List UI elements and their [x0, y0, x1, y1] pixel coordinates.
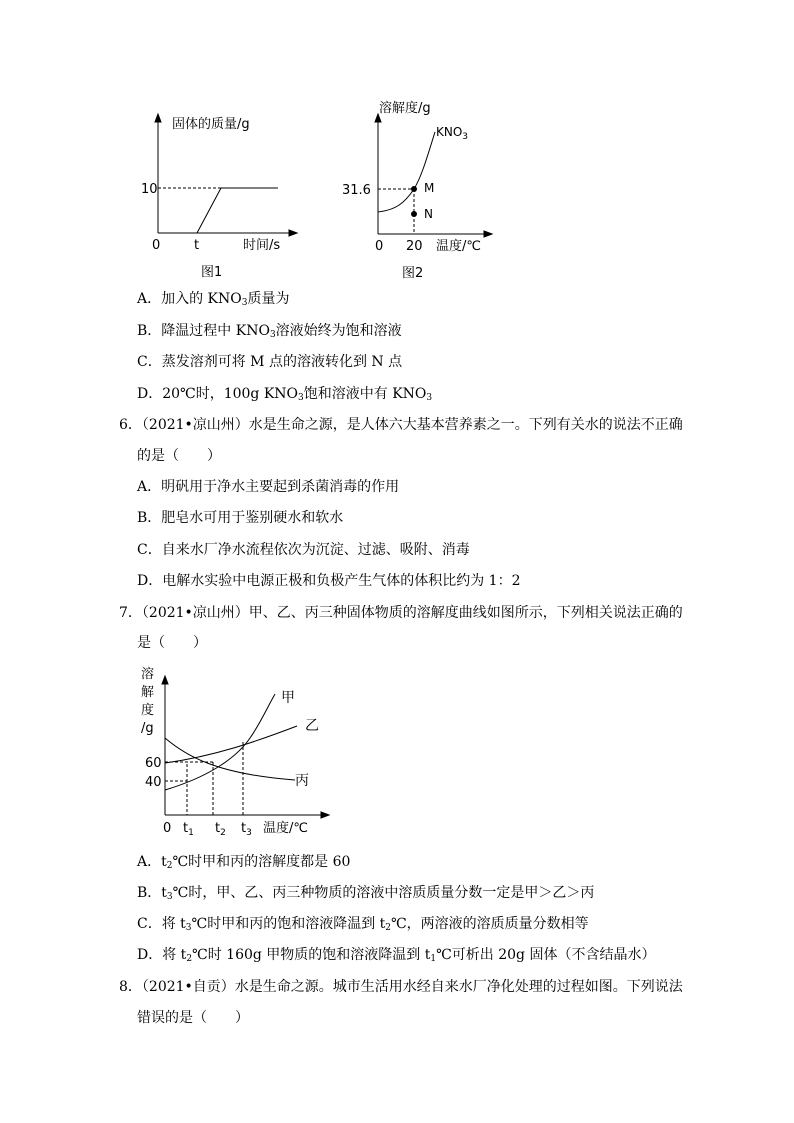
fig1-ylabel: 固体的质量/g — [172, 117, 250, 132]
fig1-x-tick: t — [194, 238, 200, 253]
q5-option-a: A．加入的 $KNO_3$质量为 — [137, 291, 290, 308]
fig1-y-arrow — [155, 114, 161, 122]
q7-solubility-chart — [135, 660, 335, 840]
fig1-xlabel: 时间/s — [243, 238, 281, 253]
q7-stem-line1: 7．（2021•凉山州）甲、乙、丙三种固体物质的溶解度曲线如图所示，下列相关说法正确的 — [119, 605, 683, 621]
fig2-curve-label: KNO3 — [436, 125, 469, 142]
q6-option-d: D．电解水实验中电源正极和负极产生气体的体积比约为 1：2 — [137, 573, 521, 589]
fig2-x-arrow — [484, 231, 492, 237]
q7-y-tick-60: 60 — [145, 756, 162, 771]
q6-option-b: B．肥皂水可用于鉴别硬水和软水 — [137, 510, 344, 526]
q7-x-tick-t3: t3 — [241, 821, 252, 838]
q7-series-bing: 丙 — [295, 773, 309, 789]
fig1-rising-line — [197, 188, 221, 233]
fig2-point-m — [411, 186, 417, 192]
q7-y-tick-40: 40 — [145, 775, 162, 790]
fig1-caption: 图1 — [201, 265, 223, 280]
q7-option-d: D．将 $t_2℃$时 160g 甲物质的饱和溶液降温到 $t_1℃$可析出 20g 固体（不含结晶水） — [137, 947, 656, 964]
q7-option-a: A．$t_2℃$时甲和丙的溶解度都是 60 — [137, 854, 351, 871]
figure-1 — [135, 100, 305, 280]
q6-option-c: C．自来水厂净水流程依次为沉淀、过滤、吸附、消毒 — [137, 542, 470, 558]
fig2-y-tick: 31.6 — [342, 183, 371, 198]
q7-x-tick-t1: t1 — [183, 821, 194, 838]
q7-ylabel-2: 解 — [141, 685, 155, 700]
q5-option-c: C．蒸发溶剂可将 M 点的溶液转化到 N 点 — [137, 354, 403, 370]
fig2-xlabel: 温度/℃ — [436, 239, 481, 254]
q6-stem-line1: 6．（2021•凉山州）水是生命之源，是人体六大基本营养素之一。下列有关水的说法不正确 — [119, 417, 683, 433]
q7-xlabel: 温度/℃ — [263, 821, 308, 836]
q7-ylabel-1: 溶 — [141, 667, 155, 682]
q8-stem-line2: 错误的是（ ） — [137, 1010, 249, 1026]
fig1-x-arrow — [289, 230, 297, 236]
fig1-y-tick: 10 — [141, 182, 158, 197]
q7-curve-yi — [165, 726, 297, 763]
q7-y-arrow — [162, 676, 168, 684]
fig2-n-label: N — [424, 207, 433, 221]
q7-series-yi: 乙 — [305, 718, 319, 734]
q7-ylabel-3: 度 — [141, 703, 155, 718]
fig2-origin: 0 — [375, 239, 384, 254]
q5-option-b: B．降温过程中 $KNO_3$溶液始终为饱和溶液 — [137, 323, 402, 340]
q7-option-b: B．$t_3℃$时，甲、乙、丙三种物质的溶液中溶质质量分数一定是甲＞乙＞丙 — [137, 885, 595, 902]
fig2-point-n — [411, 211, 417, 217]
q7-stem-line2: 是（ ） — [137, 635, 207, 651]
fig2-caption: 图2 — [402, 266, 424, 281]
q7-ylabel-4: /g — [141, 721, 154, 736]
fig2-kno3-curve — [378, 132, 435, 212]
figure-2 — [340, 92, 510, 282]
q7-origin: 0 — [163, 821, 172, 836]
q7-series-jia: 甲 — [281, 690, 295, 706]
fig1-origin: 0 — [152, 238, 161, 253]
q6-stem-line2: 的是（ ） — [137, 448, 221, 464]
q5-option-d: D．20℃时，100g $KNO_3$饱和溶液中有 $KNO_3$ — [137, 386, 433, 403]
q7-x-tick-t2: t2 — [215, 821, 226, 838]
fig2-x-tick: 20 — [406, 239, 423, 254]
fig2-ylabel: 溶解度/g — [379, 101, 431, 116]
q7-option-c: C．将 $t_3℃$时甲和丙的饱和溶液降温到 $t_2℃$，两溶液的溶质质量分数相等 — [137, 916, 589, 933]
q6-option-a: A．明矾用于净水主要起到杀菌消毒的作用 — [137, 479, 400, 495]
q7-x-arrow — [321, 812, 329, 818]
fig2-m-label: M — [424, 181, 435, 195]
q8-stem-line1: 8．（2021•自贡）水是生命之源。城市生活用水经自来水厂净化处理的过程如图。下列说法 — [119, 979, 683, 995]
